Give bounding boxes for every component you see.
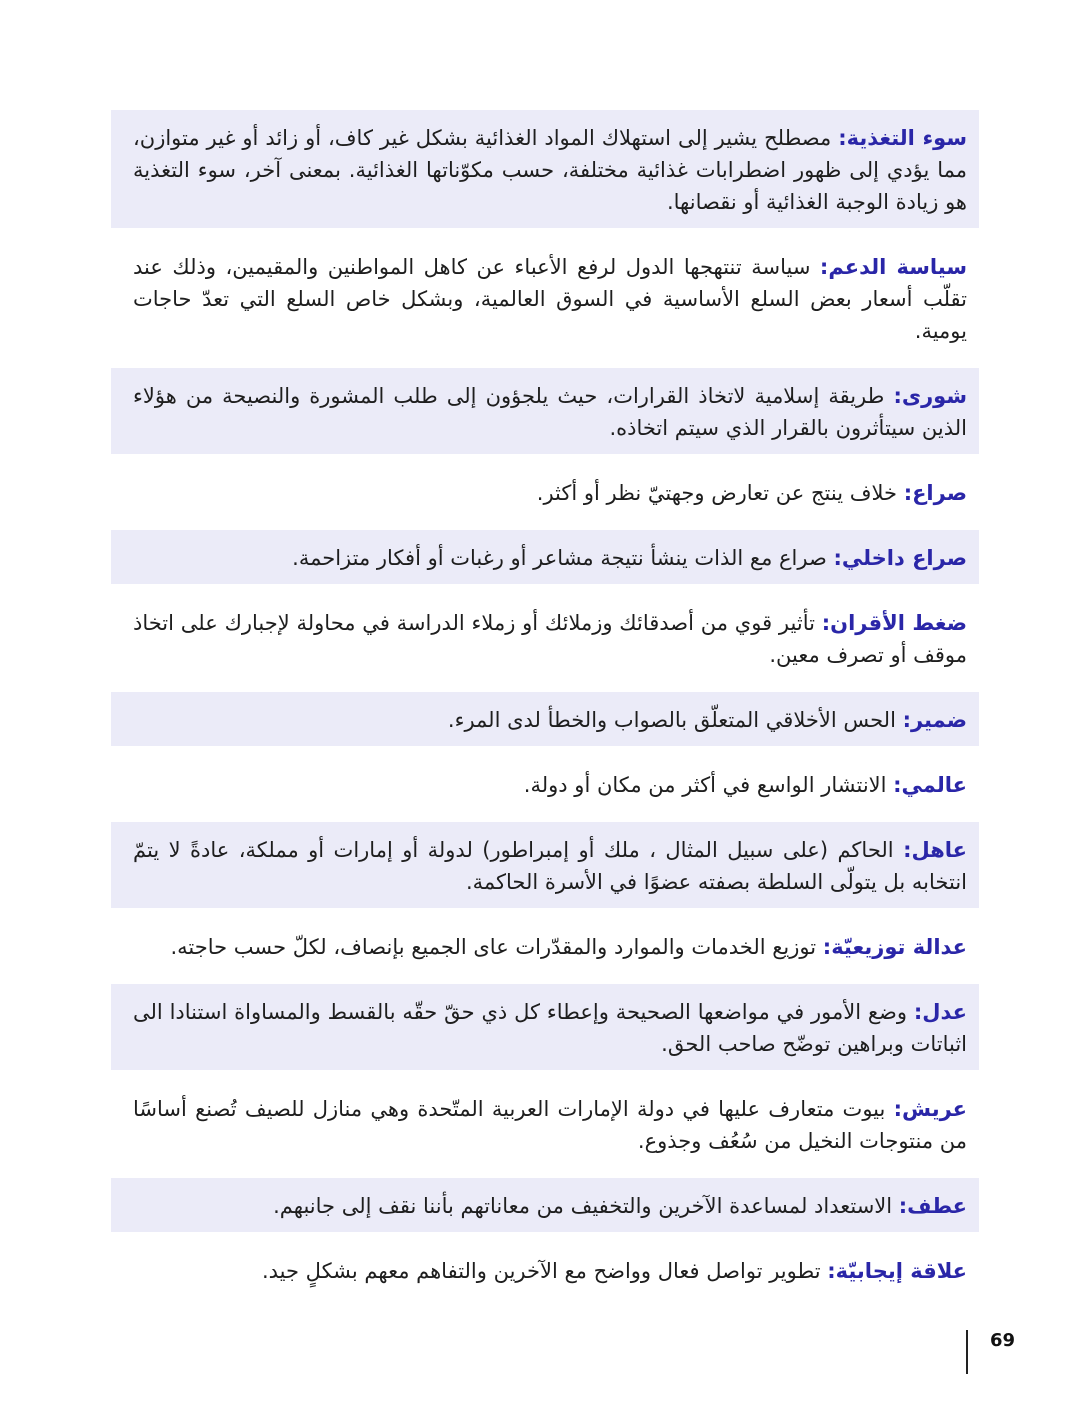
glossary-term: عالمي: <box>893 773 967 797</box>
glossary-entry <box>111 1178 979 1232</box>
glossary-definition: صراع مع الذات ينشأ نتيجة مشاعر أو رغبات أو أفكار متزاحمة. <box>292 546 834 570</box>
glossary-definition: وضع الأمور في مواضعها الصحيحة وإعطاء كل ذي حقّ حقّه بالقسط والمساواة استنادا الى اثباتات وبراهين توضّح صاحب الحق. <box>133 1000 967 1056</box>
glossary-definition: توزيع الخدمات والموارد والمقدّرات عاى الجميع بإنصاف، لكلّ حسب حاجته. <box>170 935 823 959</box>
footer-divider <box>966 1330 968 1374</box>
glossary-term: ضغط الأقران: <box>821 611 967 635</box>
glossary-definition: مصطلح يشير إلى استهلاك المواد الغذائية بشكل غير كاف، أو زائد أو غير متوازن، مما يؤدي إلى ظهور اضطرابات غذائية مختلفة، حسب مكوّناتها الغذائية. بمعنى آخر، سوء التغذية هو زيادة الوجبة الغذائية أو نقصانها. <box>133 126 967 214</box>
glossary-entry <box>111 984 979 1070</box>
glossary-term: صراع: <box>903 481 967 505</box>
glossary-list <box>111 110 979 1297</box>
glossary-definition: خلاف ينتج عن تعارض وجهتيّ نظر أو أكثر. <box>536 481 904 505</box>
glossary-term: شورى: <box>893 384 967 408</box>
glossary-definition: الاستعداد لمساعدة الآخرين والتخفيف من معاناتهم بأننا نقف إلى جانبهم. <box>273 1194 899 1218</box>
glossary-term: سوء التغذية: <box>838 126 967 150</box>
glossary-term: عدالة توزيعيّة: <box>822 935 967 959</box>
glossary-entry <box>111 692 979 746</box>
glossary-definition: بيوت متعارف عليها في دولة الإمارات العربية المتّحدة وهي منازل للصيف تُصنع أساسًا من منتوجات النخيل من سُعُف وجذوع. <box>133 1097 967 1153</box>
glossary-term: عطف: <box>898 1194 967 1218</box>
glossary-definition: سياسة تنتهجها الدول لرفع الأعباء عن كاهل المواطنين والمقيمين، وذلك عند تقلّب أسعار بعض السلع الأساسية في السوق العالمية، وبشكل خاص السلع التي تعدّ حاجات يومية. <box>133 255 967 343</box>
glossary-entry <box>111 919 979 973</box>
glossary-definition: تأثير قوي من أصدقائك وزملائك أو زملاء الدراسة في محاولة لإجبارك على اتخاذ موقف أو تصرف معين. <box>133 611 967 667</box>
glossary-entry <box>111 110 979 228</box>
glossary-term: علاقة إيجابيّة: <box>827 1259 967 1283</box>
glossary-term: سياسة الدعم: <box>819 255 967 279</box>
glossary-term: ضمير: <box>902 708 967 732</box>
page-footer <box>966 1330 1026 1374</box>
glossary-entry <box>111 595 979 681</box>
glossary-term: صراع داخلي: <box>833 546 967 570</box>
glossary-entry <box>111 1243 979 1297</box>
glossary-entry <box>111 465 979 519</box>
glossary-entry <box>111 1081 979 1167</box>
glossary-entry <box>111 368 979 454</box>
glossary-definition: الانتشار الواسع في أكثر من مكان أو دولة. <box>523 773 894 797</box>
page-number: 69 <box>990 1330 1016 1351</box>
glossary-definition: طريقة إسلامية لاتخاذ القرارات، حيث يلجؤون إلى طلب المشورة والنصيحة من هؤلاء الذين سيتأثرون بالقرار الذي سيتم اتخاذه. <box>133 384 967 440</box>
glossary-entry <box>111 239 979 357</box>
glossary-term: عريش: <box>893 1097 967 1121</box>
glossary-term: عدل: <box>913 1000 967 1024</box>
glossary-entry <box>111 757 979 811</box>
glossary-definition: تطوير تواصل فعال وواضح مع الآخرين والتفاهم معهم بشكلٍ جيد. <box>261 1259 828 1283</box>
glossary-term: عاهل: <box>903 838 967 862</box>
glossary-entry <box>111 530 979 584</box>
glossary-definition: الحاكم (على سبيل المثال ، ملك أو إمبراطور) لدولة أو إمارات أو مملكة، عادةً لا يتمّ انتخابه بل يتولّى السلطة بصفته عضوًا في الأسرة الحاكمة. <box>133 838 967 894</box>
glossary-entry <box>111 822 979 908</box>
glossary-definition: الحس الأخلاقي المتعلّق بالصواب والخطأ لدى المرء. <box>447 708 903 732</box>
